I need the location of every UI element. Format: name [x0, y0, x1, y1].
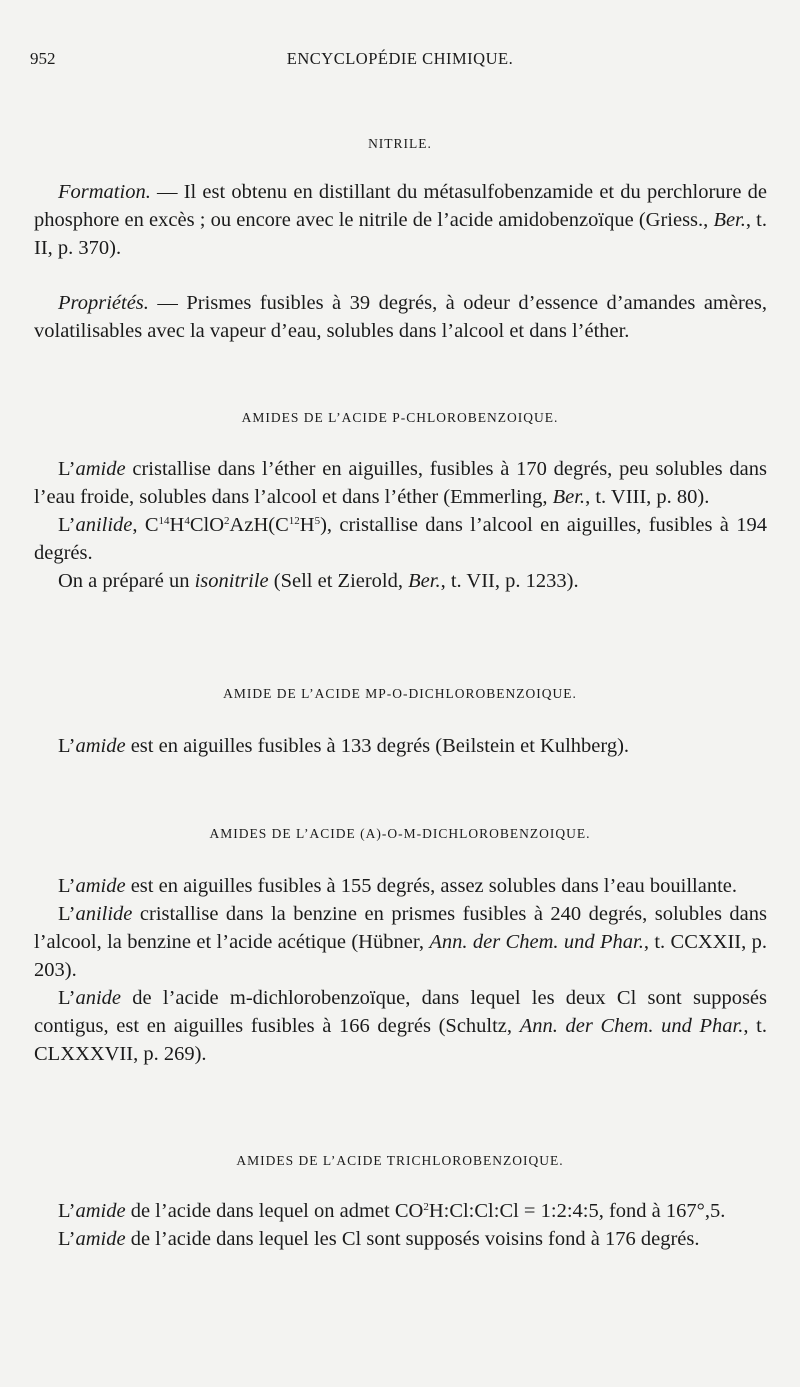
- paragraph-proprietes: [34, 289, 767, 345]
- mp-dichloro-paragraph: L’amide est en aiguilles fusibles à 133 degrés (Beilstein et Kulhberg).: [58, 735, 630, 757]
- formation-ref: Ber.: [713, 209, 746, 231]
- section-heading-mp-dichloro: AMIDE DE L’ACIDE MP-O-DICHLOROBENZOIQUE.: [223, 686, 577, 701]
- formation-text: — Il est obtenu en distillant du métasulfobenzamide et du perchlorure de phosphore en excès ; ou encore avec le nitrile de l’acide amidobenzoïque (Griess.,: [34, 181, 767, 231]
- trichloro-amide-paragraph-1: L’amide de l’acide dans lequel on admet $CO^2H:Cl:Cl:Cl$ = 1:2:4:5, fond à 167°,5.: [58, 1200, 726, 1222]
- proprietes-label: Propriétés.: [58, 292, 149, 314]
- running-title: ENCYCLOPÉDIE CHIMIQUE.: [286, 49, 514, 68]
- section-heading-p-chloro: AMIDES DE L’ACIDE P-CHLOROBENZOIQUE.: [241, 410, 559, 425]
- ref-ann-chem: Ann. der Chem. und Phar.: [429, 931, 644, 953]
- p-chloro-amide-paragraph: L’amide cristallise dans l’éther en aiguilles, fusibles à 170 degrés, peu solubles dans l’eau froide, solubles dans l’alcool et dans l’éther (Emmerling, Ber., t. VIII, p. 80).: [34, 458, 767, 508]
- term-amide: amide: [75, 735, 126, 757]
- aom-dichloro-paragraphs: [34, 872, 767, 1068]
- trichloro-amide-paragraph-2: L’amide de l’acide dans lequel les Cl sont supposés voisins fond à 176 degrés.: [58, 1228, 700, 1250]
- section-heading-aom-dichloro: AMIDES DE L’ACIDE (A)-O-M-DICHLOROBENZOIQUE.: [209, 826, 591, 841]
- term-isonitrile: isonitrile: [194, 570, 269, 592]
- formation-tail: , t. II, p. 370).: [34, 209, 767, 259]
- p-chloro-isonitrile-paragraph: On a préparé un isonitrile (Sell et Zierold, Ber., t. VII, p. 1233).: [58, 570, 579, 592]
- aom-m-dichloro-paragraph: L’anide de l’acide m-dichlorobenzoïque, dans lequel les deux Cl sont supposés contigus, est en aiguilles fusibles à 166 degrés (Schultz, Ann. der Chem. und Phar., t. CLXXXVII, p. 269).: [34, 987, 767, 1065]
- p-chloro-paragraphs: [34, 455, 767, 595]
- p-chloro-anilide-paragraph: L’anilide, $C^{14}H^4ClO^2AzH(C^{12}H^5)$, cristallise dans l’alcool en aiguilles, fusibles à 194 degrés.: [34, 514, 767, 564]
- section-heading-trichloro: AMIDES DE L’ACIDE TRICHLOROBENZOIQUE.: [236, 1153, 564, 1168]
- page-number: 952: [30, 49, 56, 68]
- proprietes-text: — Prismes fusibles à 39 degrés, à odeur d’essence d’amandes amères, volatilisables avec la vapeur d’eau, solubles dans l’alcool et dans l’éther.: [34, 292, 767, 342]
- term-anilide: anilide: [75, 514, 133, 536]
- trichloro-paragraphs: [34, 1197, 767, 1253]
- term-amide: amide: [75, 458, 126, 480]
- section-heading-nitrile: NITRILE.: [368, 136, 432, 151]
- paragraph-formation: [34, 178, 767, 262]
- ref-ber: Ber.: [552, 486, 586, 508]
- aom-anilide-paragraph: L’anilide cristallise dans la benzine en prismes fusibles à 240 degrés, solubles dans l’alcool, la benzine et l’acide acétique (Hübner, Ann. der Chem. und Phar., t. CCXXII, p. 203).: [34, 903, 768, 981]
- formation-label: Formation.: [58, 181, 151, 203]
- aom-amide-paragraph: L’amide est en aiguilles fusibles à 155 degrés, assez solubles dans l’eau bouillante.: [58, 875, 738, 897]
